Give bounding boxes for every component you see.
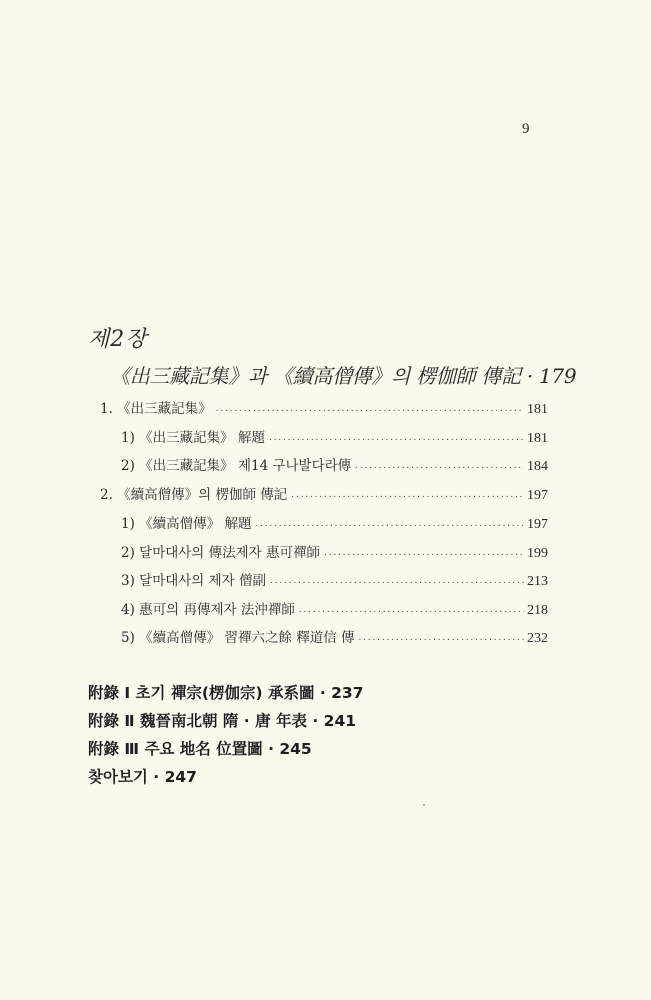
toc-leader-dots bbox=[216, 404, 524, 414]
toc-entry-label: 4) 惠可의 再傳제자 法沖禪師 bbox=[121, 602, 295, 618]
appendix-entry-4[interactable]: 찾아보기 · 247 bbox=[88, 768, 197, 786]
toc-entry-label: 5) 《續高僧傳》 習禪六之餘 釋道信 傳 bbox=[121, 630, 355, 646]
appendix-entry-2[interactable]: 附錄 Ⅱ 魏晉南北朝 隋 · 唐 年表 · 241 bbox=[88, 712, 357, 730]
toc-entry[interactable] bbox=[121, 541, 548, 563]
toc-entry[interactable] bbox=[121, 598, 548, 620]
toc-entry[interactable] bbox=[121, 569, 548, 591]
toc-entry-page: 181 bbox=[527, 431, 548, 446]
chapter-title: 《出三藏記集》과 《續高僧傳》의 楞伽師 傳記 · 179 bbox=[110, 364, 577, 388]
toc-entry[interactable] bbox=[121, 454, 548, 476]
toc-entry-page: 197 bbox=[527, 517, 548, 532]
toc-leader-dots bbox=[270, 576, 524, 586]
toc-entry-page: 197 bbox=[527, 488, 548, 503]
toc-leader-dots bbox=[269, 433, 524, 443]
toc-entry-page: 184 bbox=[527, 459, 548, 474]
paper-speck bbox=[423, 804, 425, 806]
toc-entry-label: 2. 《續高僧傳》의 楞伽師 傳記 bbox=[100, 487, 288, 503]
toc-entry-label: 1) 《續高僧傳》 解題 bbox=[121, 516, 252, 532]
toc-entry-label: 1) 《出三藏記集》 解題 bbox=[121, 430, 265, 446]
toc-entry-page: 181 bbox=[527, 402, 548, 417]
toc-leader-dots bbox=[299, 605, 524, 615]
toc-entry-label: 2) 달마대사의 傳法제자 惠可禪師 bbox=[121, 545, 321, 561]
toc-leader-dots bbox=[359, 633, 524, 643]
toc-entry-page: 213 bbox=[527, 574, 548, 589]
toc-entry-label: 1. 《出三藏記集》 bbox=[100, 401, 212, 417]
toc-entry-page: 218 bbox=[527, 603, 548, 618]
toc-entry[interactable] bbox=[121, 512, 548, 534]
toc-entry[interactable] bbox=[121, 426, 548, 448]
toc-entry[interactable] bbox=[100, 483, 548, 505]
toc-leader-dots bbox=[255, 519, 524, 529]
chapter-label: 제2장 bbox=[88, 327, 148, 352]
toc-leader-dots bbox=[291, 490, 524, 500]
appendix-entry-1[interactable]: 附錄 Ⅰ 초기 禪宗(楞伽宗) 承系圖 · 237 bbox=[88, 684, 364, 702]
page-number: 9 bbox=[522, 121, 530, 137]
toc-entry-label: 2) 《出三藏記集》 제14 구나발다라傳 bbox=[121, 458, 352, 474]
toc-entry-page: 232 bbox=[527, 631, 548, 646]
toc-entry[interactable] bbox=[121, 626, 548, 648]
toc-leader-dots bbox=[324, 548, 524, 558]
toc-leader-dots bbox=[355, 461, 524, 471]
toc-entry[interactable] bbox=[100, 397, 548, 419]
appendix-entry-3[interactable]: 附錄 Ⅲ 주요 地名 位置圖 · 245 bbox=[88, 740, 312, 758]
toc-entry-page: 199 bbox=[527, 546, 548, 561]
toc-entry-label: 3) 달마대사의 제자 僧副 bbox=[121, 573, 267, 589]
